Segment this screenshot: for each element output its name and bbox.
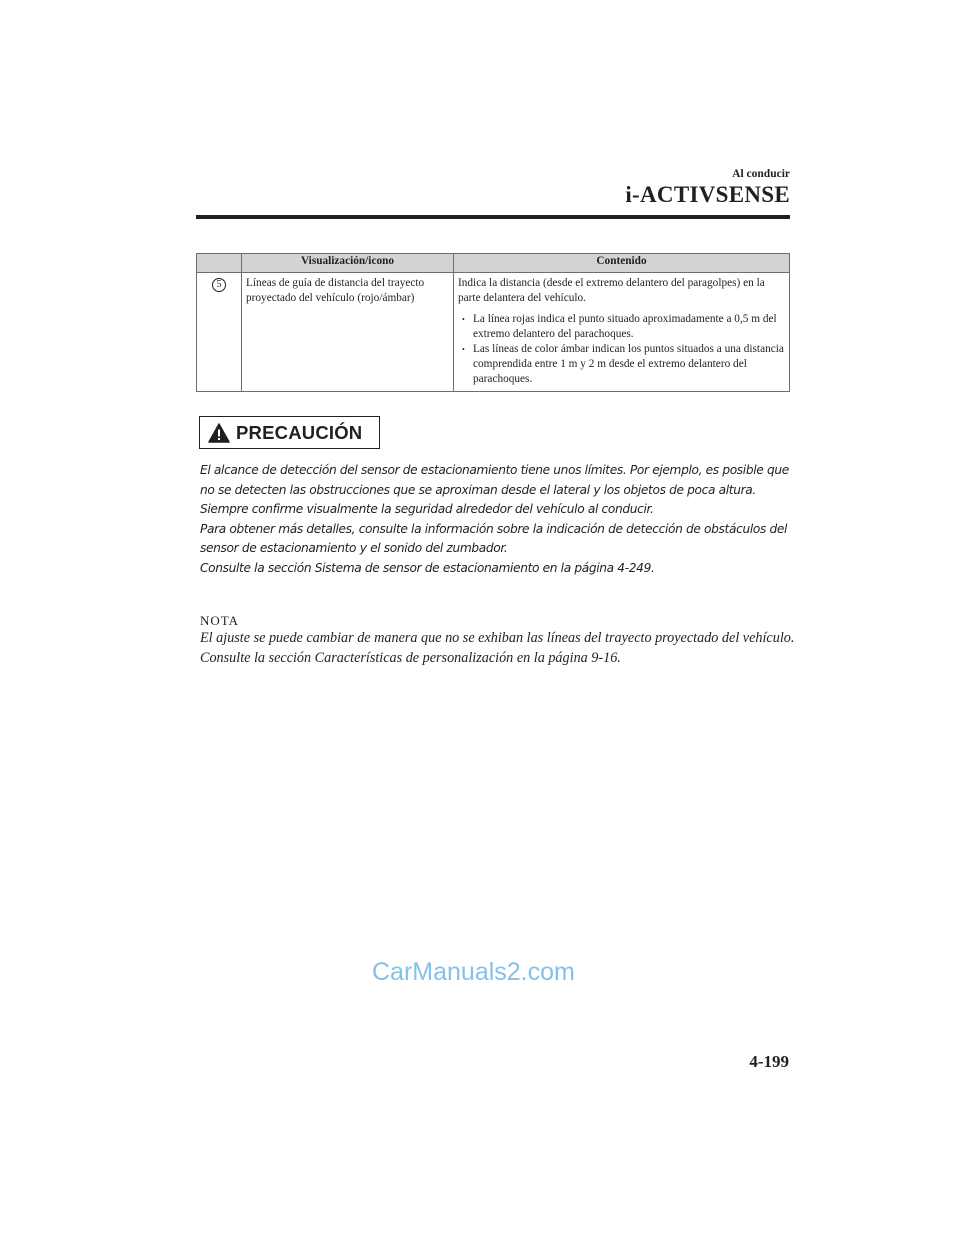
display-content-table [196, 253, 790, 392]
caution-title: PRECAUCIÓN [236, 421, 363, 443]
content-cell [454, 273, 790, 392]
caution-paragraph: El alcance de detección del sensor de estacionamiento tiene unos límites. Por ejemplo, es posible que no se detecten las obstrucciones que se aproximan desde el lateral y los objetos de poca altura. Siempre confirme visualmente la seguridad alrededor del vehículo al conducir. [200, 463, 789, 516]
column-header-content: Contenido [454, 254, 790, 273]
table-row [197, 273, 790, 392]
circled-number: 5 [212, 278, 226, 292]
content-intro: Indica la distancia (desde el extremo delantero del paragolpes) en la parte delantera del vehículo. [458, 277, 765, 304]
caution-text [200, 461, 800, 578]
page-number: 4-199 [749, 1052, 789, 1071]
list-item: • La línea rojas indica el punto situado aproximadamente a 0,5 m del extremo delantero del parachoques. [468, 312, 785, 342]
section-label: Al conducir [732, 168, 790, 180]
caution-paragraph: Consulte la sección Sistema de sensor de estacionamiento en la página 4-249. [200, 560, 655, 575]
column-header-display: Visualización/icono [242, 254, 454, 273]
note-label: NOTA [200, 613, 240, 628]
watermark-link[interactable]: CarManuals2.com [372, 958, 575, 986]
note-text [200, 629, 800, 668]
content-bullets [458, 312, 785, 387]
caution-heading-box [199, 416, 380, 449]
table-header-row [197, 254, 790, 273]
display-cell: Líneas de guía de distancia del trayecto proyectado del vehículo (rojo/ámbar) [242, 273, 454, 392]
column-header-number [197, 254, 242, 273]
note-line: El ajuste se puede cambiar de manera que no se exhiban las líneas del trayecto proyectado del vehículo. [200, 630, 795, 646]
list-item: • Las líneas de color ámbar indican los puntos situados a una distancia comprendida entre 1 m y 2 m desde el extremo delantero del parachoques. [468, 342, 785, 387]
header-rule [196, 215, 790, 219]
caution-paragraph: Para obtener más detalles, consulte la información sobre la indicación de detección de obstáculos del sensor de estacionamiento y el sonido del zumbador. [200, 521, 788, 555]
warning-icon [208, 423, 230, 443]
note-line: Consulte la sección Características de personalización en la página 9-16. [200, 649, 621, 666]
section-title: i-ACTIVSENSE [625, 182, 790, 207]
row-number-cell [197, 273, 242, 392]
